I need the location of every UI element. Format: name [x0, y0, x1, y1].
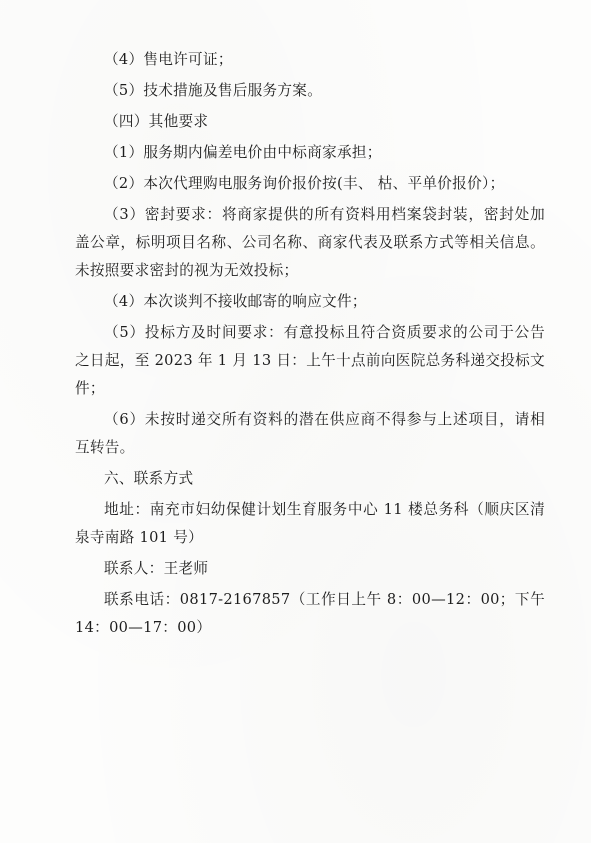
contact-phone: 联系电话：0817-2167857（工作日上午 8：00—12：00；下午 14：00—17：00）	[75, 591, 545, 636]
item-deviation-price: （1）服务期内偏差电价由中标商家承担；	[104, 144, 382, 161]
item-bidder-time: （5）投标方及时间要求：有意投标且符合资质要求的公司于公告之日起，至 2023 年 1 月 13 日：上午十点前向医院总务科递交投标文件；	[75, 324, 545, 397]
contact-person: 联系人：王老师	[104, 560, 209, 577]
item-late-submission: （6）未按时递交所有资料的潜在供应商不得参与上述项目，请相互转告。	[75, 411, 545, 456]
section-heading-other-requirements: （四）其他要求	[104, 113, 209, 130]
item-seal-requirement: （3）密封要求：将商家提供的所有资料用档案袋封装，密封处加盖公章，标明项目名称、公司名称、商家代表及联系方式等相关信息。未按照要求密封的视为无效投标；	[75, 206, 545, 279]
document-body	[75, 46, 545, 642]
section-heading-contact: 六、联系方式	[104, 470, 194, 487]
contact-address: 地址：南充市妇幼保健计划生育服务中心 11 楼总务科（顺庆区清泉寺南路 101 号）	[75, 501, 545, 546]
item-quote-method: （2）本次代理购电服务询价报价按(丰、 枯、平单价报价）；	[104, 175, 505, 192]
item-technical-measures: （5）技术措施及售后服务方案。	[104, 82, 323, 99]
item-sales-license: （4）售电许可证；	[104, 51, 233, 68]
item-no-mail: （4）本次谈判不接收邮寄的响应文件；	[104, 293, 367, 310]
